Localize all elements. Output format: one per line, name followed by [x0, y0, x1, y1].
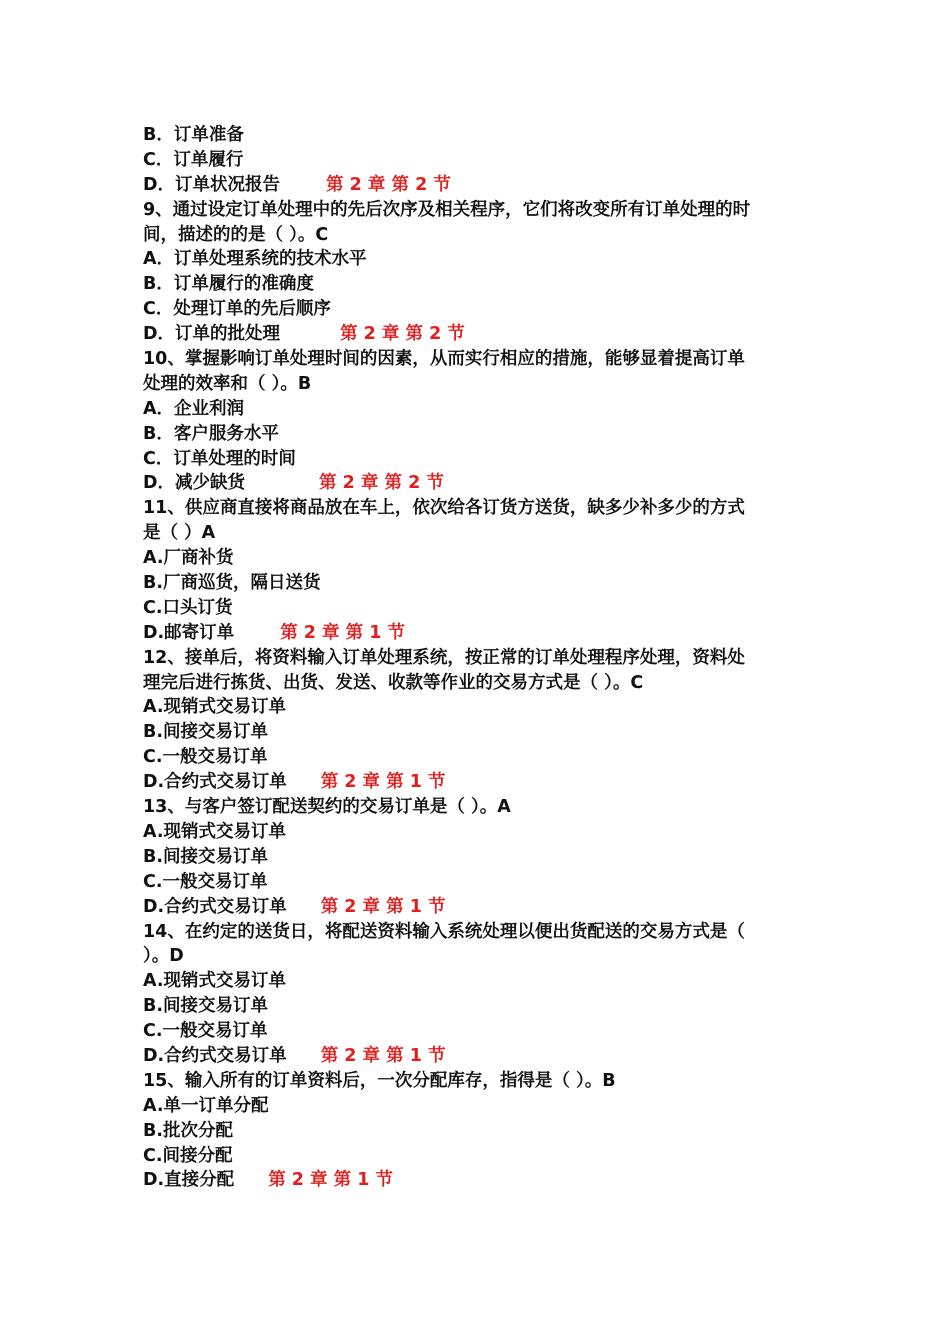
option-line-with-chapter-tag: [143, 322, 823, 347]
chapter-section-tag: 第 2 章 第 1 节: [320, 772, 446, 793]
text-line: [143, 571, 823, 596]
chapter-section-tag: 第 2 章 第 1 节: [320, 1045, 446, 1066]
chapter-section-tag: 第 2 章 第 2 节: [340, 324, 465, 345]
line-text: 理完后进行拣货、出货、发送、收款等作业的交易方式是（ ）。C: [143, 672, 644, 693]
line-text: 14、在约定的送货日，将配送资料输入系统处理以便出货配送的交易方式是（: [143, 921, 745, 942]
text-line: [143, 1144, 823, 1169]
text-line: [143, 247, 823, 272]
line-text: C.一般交易订单: [143, 747, 268, 768]
line-text: C．订单履行: [143, 149, 244, 170]
line-text: D．订单的批处理: [143, 324, 281, 345]
line-text: A．订单处理系统的技术水平: [143, 249, 367, 270]
text-line: [143, 646, 823, 671]
option-line-with-chapter-tag: [143, 471, 823, 496]
text-line: [143, 372, 823, 397]
line-text: B.批次分配: [143, 1120, 233, 1141]
text-line: [143, 820, 823, 845]
text-line: [143, 920, 823, 945]
text-line: [143, 521, 823, 546]
option-line-with-chapter-tag: [143, 621, 823, 646]
line-text: C.间接分配: [143, 1145, 233, 1166]
text-line: [143, 272, 823, 297]
line-text: A.厂商补货: [143, 548, 234, 569]
option-line-with-chapter-tag: [143, 770, 823, 795]
option-line-with-chapter-tag: [143, 173, 823, 198]
line-text: B．订单履行的准确度: [143, 274, 314, 295]
text-line: [143, 223, 823, 248]
line-text: D.合约式交易订单: [143, 1045, 287, 1066]
line-text: B.厂商巡货，隔日送货: [143, 573, 321, 594]
text-line: [143, 397, 823, 422]
line-text: 15、输入所有的订单资料后，一次分配库存，指得是（ ）。B: [143, 1070, 616, 1091]
option-line-with-chapter-tag: [143, 1044, 823, 1069]
text-line: [143, 1119, 823, 1144]
text-line: [143, 969, 823, 994]
question-list: [143, 123, 823, 1193]
line-text: D．减少缺货: [143, 473, 246, 494]
text-line: [143, 496, 823, 521]
line-text: A．企业利润: [143, 398, 245, 419]
text-line: [143, 447, 823, 472]
text-line: [143, 1019, 823, 1044]
line-text: D.邮寄订单: [143, 622, 235, 643]
chapter-section-tag: 第 2 章 第 1 节: [320, 896, 446, 917]
line-text: 间，描述的的是（ ）。C: [143, 224, 329, 245]
line-text: C.口头订货: [143, 597, 233, 618]
line-text: C．处理订单的先后顺序: [143, 299, 331, 320]
chapter-section-tag: 第 2 章 第 1 节: [280, 622, 406, 643]
text-line: [143, 596, 823, 621]
chapter-section-tag: 第 2 章 第 1 节: [268, 1170, 394, 1191]
line-text: 13、与客户签订配送契约的交易订单是（ ）。A: [143, 797, 511, 818]
line-text: B.间接交易订单: [143, 722, 268, 743]
line-text: 10、掌握影响订单处理时间的因素，从而实行相应的措施，能够显着提高订单: [143, 349, 745, 370]
line-text: C．订单处理的时间: [143, 448, 296, 469]
line-text: 12、接单后，将资料输入订单处理系统，按正常的订单处理程序处理，资料处: [143, 647, 745, 668]
text-line: [143, 198, 823, 223]
line-text: D．订单状况报告: [143, 174, 281, 195]
text-line: [143, 671, 823, 696]
option-line-with-chapter-tag: [143, 1168, 823, 1193]
line-text: B．订单准备: [143, 125, 244, 145]
text-line: [143, 795, 823, 820]
line-text: A.现销式交易订单: [143, 697, 287, 718]
line-text: B.间接交易订单: [143, 996, 268, 1017]
text-line: [143, 870, 823, 895]
line-text: D.合约式交易订单: [143, 896, 287, 917]
text-line: [143, 422, 823, 447]
text-line: [143, 1094, 823, 1119]
option-line-with-chapter-tag: [143, 895, 823, 920]
line-text: B．客户服务水平: [143, 423, 279, 444]
text-line: [143, 745, 823, 770]
text-line: [143, 845, 823, 870]
line-text: 9、通过设定订单处理中的先后次序及相关程序，它们将改变所有订单处理的时: [143, 199, 751, 220]
line-text: D.合约式交易订单: [143, 772, 287, 793]
text-line: [143, 695, 823, 720]
line-text: D.直接分配: [143, 1170, 235, 1191]
line-text: C.一般交易订单: [143, 871, 268, 892]
line-text: 处理的效率和（ ）。B: [143, 373, 312, 394]
chapter-section-tag: 第 2 章 第 2 节: [326, 174, 451, 195]
chapter-section-tag: 第 2 章 第 2 节: [319, 473, 444, 494]
text-line: [143, 297, 823, 322]
text-line: [143, 347, 823, 372]
line-text: 是（ ）A: [143, 523, 216, 544]
text-line: [143, 994, 823, 1019]
text-line: [143, 1069, 823, 1094]
text-line: [143, 148, 823, 173]
line-text: ）。D: [143, 946, 184, 967]
text-line: [143, 546, 823, 571]
text-line: [143, 123, 823, 148]
text-line: [143, 944, 823, 969]
line-text: C.一般交易订单: [143, 1021, 268, 1042]
line-text: A.现销式交易订单: [143, 821, 287, 842]
line-text: A.单一订单分配: [143, 1095, 269, 1116]
line-text: 11、供应商直接将商品放在车上，依次给各订货方送货，缺多少补多少的方式: [143, 498, 745, 519]
line-text: A.现销式交易订单: [143, 971, 287, 992]
line-text: B.间接交易订单: [143, 846, 268, 867]
text-line: [143, 720, 823, 745]
